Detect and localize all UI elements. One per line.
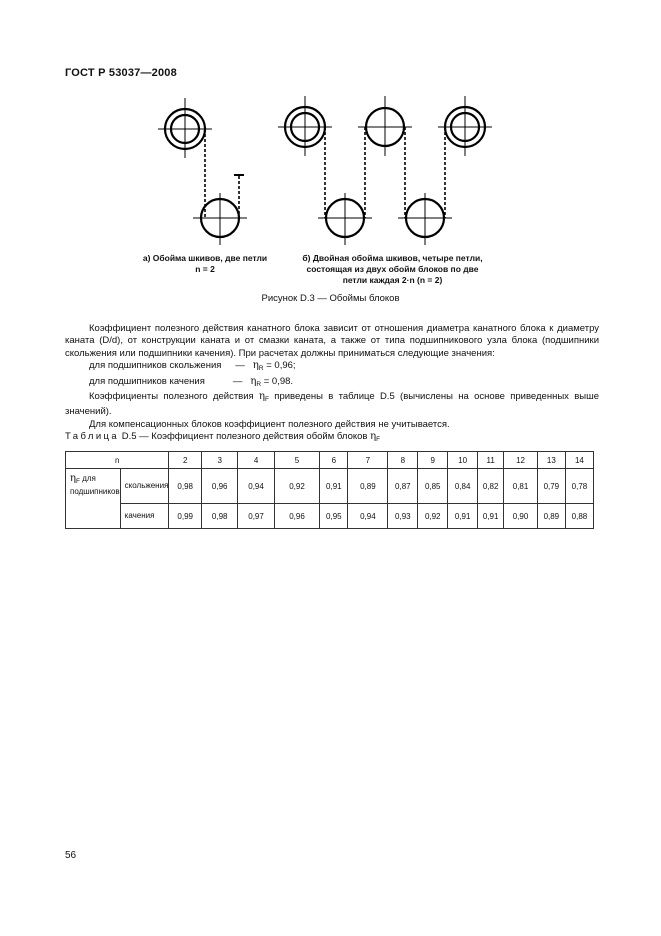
eta-symbol: η <box>370 431 377 442</box>
table-caption <box>65 431 380 443</box>
dash: — <box>232 375 243 387</box>
table-cell: 0,93 <box>388 504 418 529</box>
table-cell: 0,89 <box>537 504 565 529</box>
text-fragment: приведены в таблице D.5 (вычислены на основе приведенных выше значений). <box>65 391 599 418</box>
table-cell: 0,96 <box>202 469 238 504</box>
n-value: 9 <box>418 452 448 469</box>
efficiency-table <box>65 451 594 529</box>
value: = 0,98. <box>261 375 294 387</box>
eta-subscript: F <box>76 478 80 485</box>
block-diagram <box>0 0 661 290</box>
figure-b-caption <box>285 253 500 286</box>
eta-subscript: F <box>376 436 381 443</box>
table-cell: 0,91 <box>448 504 478 529</box>
document-code: ГОСТ Р 53037—2008 <box>65 67 177 79</box>
body-text <box>65 323 599 431</box>
table-cell: 0,89 <box>348 469 388 504</box>
value-line-rolling <box>65 376 599 391</box>
table-cell: 0,92 <box>274 469 320 504</box>
eta-symbol: η <box>252 360 259 372</box>
table-cell: 0,96 <box>274 504 320 529</box>
n-value: 7 <box>348 452 388 469</box>
table-cell: 0,79 <box>537 469 565 504</box>
table-cell: 0,94 <box>348 504 388 529</box>
table-cell: 0,94 <box>238 469 274 504</box>
n-value: 5 <box>274 452 320 469</box>
n-value: 11 <box>478 452 504 469</box>
table-cell: 0,78 <box>565 469 593 504</box>
n-value: 2 <box>169 452 202 469</box>
table-cell: 0,91 <box>478 504 504 529</box>
table-cell: 0,87 <box>388 469 418 504</box>
paragraph: Для компенсационных блоков коэффициент полезного действия не учитывается. <box>89 418 450 430</box>
value-label: для подшипников качения <box>89 375 205 387</box>
eta-symbol: η <box>70 473 76 484</box>
n-value: 4 <box>238 452 274 469</box>
value: = 0,96; <box>263 360 296 372</box>
n-value: 10 <box>448 452 478 469</box>
table-row-rolling <box>66 504 594 529</box>
eta-subscript: R <box>258 365 264 373</box>
n-value: 3 <box>202 452 238 469</box>
table-cell: 0,88 <box>565 504 593 529</box>
table-cell: 0,84 <box>448 469 478 504</box>
table-cell: 0,95 <box>320 504 348 529</box>
table-cell: 0,98 <box>202 504 238 529</box>
table-cell: 0,85 <box>418 469 448 504</box>
n-value: 6 <box>320 452 348 469</box>
value-line-sliding <box>65 360 599 375</box>
figure-title: Рисунок D.3 — Обоймы блоков <box>261 293 400 304</box>
n-value: 13 <box>537 452 565 469</box>
n-header: n <box>66 452 169 469</box>
paragraph <box>65 391 599 419</box>
table-row-sliding <box>66 469 594 504</box>
table-cell: 0,98 <box>169 469 202 504</box>
table-cell: 0,90 <box>504 504 538 529</box>
table-caption-word: Таблица <box>65 431 120 442</box>
figure-a-caption <box>120 253 290 275</box>
figure-a-caption-line: а) Обойма шкивов, две петли <box>142 253 268 263</box>
n-value: 14 <box>565 452 593 469</box>
figure-b-caption-line: б) Двойная обойма шкивов, четыре петли, <box>302 253 483 263</box>
dash: — <box>235 360 245 372</box>
table-cell: 0,99 <box>169 504 202 529</box>
figure-a-caption-line: n = 2 <box>195 264 215 274</box>
eta-symbol: η <box>250 375 257 387</box>
table-cell: 0,82 <box>478 469 504 504</box>
row-group-label <box>66 469 121 529</box>
sliding-label: скольжения <box>120 469 169 504</box>
n-value: 12 <box>504 452 538 469</box>
row-group-text: для подшипников <box>70 474 120 496</box>
table-row-n <box>66 452 594 469</box>
eta-symbol: η <box>259 391 265 403</box>
rolling-label: качения <box>120 504 169 529</box>
n-value: 8 <box>388 452 418 469</box>
figure-b-caption-line: петли каждая 2·n (n = 2) <box>342 275 443 285</box>
table-cell: 0,92 <box>418 504 448 529</box>
page-number: 56 <box>65 850 77 861</box>
figure-b-caption-line: состоящая из двух обойм блоков по две <box>306 264 479 274</box>
table-cell: 0,97 <box>238 504 274 529</box>
table-caption-text: — Коэффициент полезного действия обойм блоков <box>136 431 371 442</box>
table-cell: 0,91 <box>320 469 348 504</box>
eta-subscript: R <box>256 380 262 388</box>
value-label: для подшипников скольжения <box>89 360 222 372</box>
eta-subscript: F <box>265 396 269 404</box>
table-caption-number: D.5 <box>119 431 137 442</box>
text-fragment: Коэффициенты полезного действия <box>89 391 259 403</box>
paragraph: Коэффициент полезного действия канатного блока зависит от отношения диаметра канатного блока к диаметру каната (D/d), от конструкции каната и от смазки каната, а также от типа подшипникового узла блока (подшипники скольжения или подшипники качения). При расчетах должны приниматься следующие значения: <box>65 323 599 359</box>
table-cell: 0,81 <box>504 469 538 504</box>
